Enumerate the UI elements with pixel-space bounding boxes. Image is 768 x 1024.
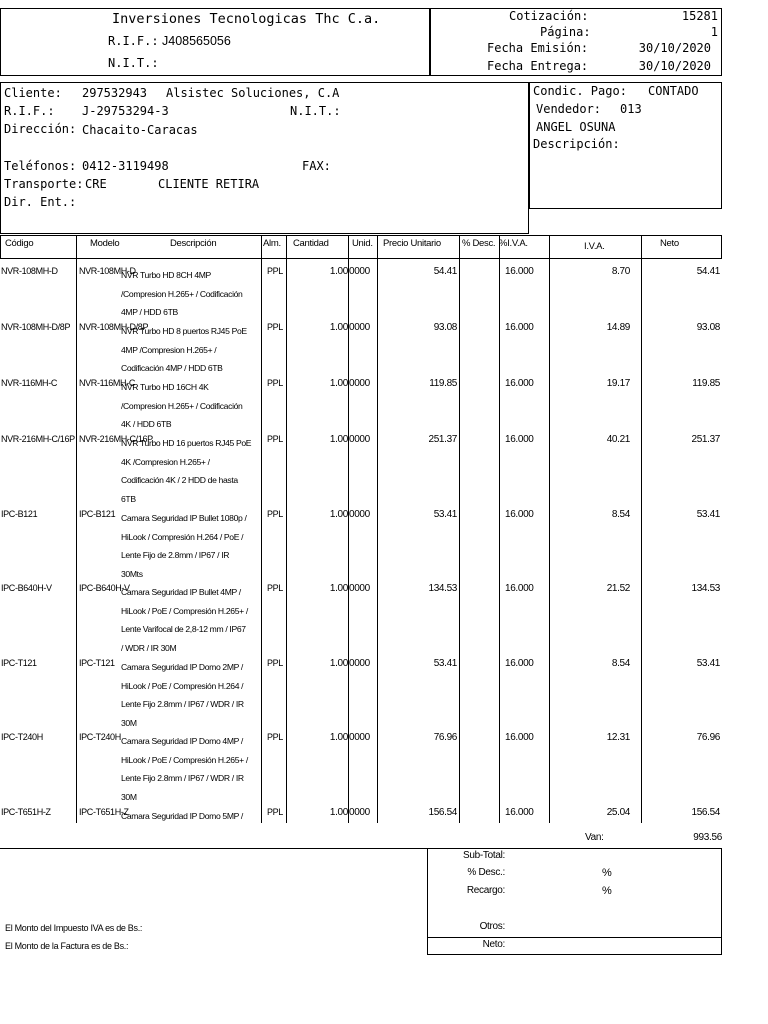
table-row: [0, 655, 722, 728]
vendedor-code: 013: [620, 102, 642, 116]
cell-codigo: NVR-216MH-C/16P: [1, 434, 75, 444]
cell-cantidad: 1.00: [329, 658, 348, 669]
cliente-label: Cliente:: [4, 86, 62, 100]
table-row: [0, 729, 722, 802]
cell-neto: 156.54: [691, 807, 720, 818]
cell-descripcion: [81, 658, 261, 732]
cotizacion-number: 15281: [681, 9, 718, 23]
pagina-number: 1: [710, 25, 718, 39]
cell-alm: PPL: [267, 509, 283, 519]
cell-modelo: NVR-116MH-C: [79, 378, 135, 388]
descripcion-line: Camara Seguridad IP Bullet 1080p /: [121, 513, 247, 523]
cell-unid: 0000: [349, 266, 370, 277]
cell-iva: 8.54: [611, 658, 630, 669]
telefonos: 0412-3119498: [82, 159, 169, 173]
cell-descripcion: [81, 807, 261, 826]
cell-neto: 53.41: [696, 509, 720, 520]
cell-cantidad: 1.00: [329, 732, 348, 743]
cell-unid: 0000: [349, 378, 370, 389]
recargo-pct: %: [602, 885, 612, 897]
transporte: CRE: [85, 177, 107, 191]
condic-pago: CONTADO: [648, 84, 699, 98]
descripcion-line: Codificación 4MP / HDD 6TB: [121, 363, 223, 373]
cell-iva: 25.04: [606, 807, 630, 818]
cell-piva: 16.000: [505, 658, 534, 669]
cell-codigo: NVR-108MH-D: [1, 266, 58, 276]
descripcion-line: HiLook / Compresión H.264 / PoE /: [121, 531, 244, 542]
descripcion-line: Camara Seguridad IP Domo 2MP /: [121, 662, 243, 672]
company-nit-label: N.I.T.:: [108, 56, 159, 70]
fecha-emision-label: Fecha Emisión:: [487, 41, 589, 55]
header-unid: Unid.: [352, 238, 373, 249]
descripcion-line: Camara Seguridad IP Bullet 4MP /: [121, 587, 241, 597]
cell-cantidad: 1.00: [329, 322, 348, 333]
cell-iva: 14.89: [606, 322, 630, 333]
descripcion-line: HiLook / PoE / Compresión H.265+ /: [121, 754, 248, 765]
descripcion-line: 4K / HDD 6TB: [121, 419, 172, 429]
cell-iva: 8.70: [611, 266, 630, 277]
cell-piva: 16.000: [505, 266, 534, 277]
cliente-code: 297532943: [82, 86, 148, 100]
cell-modelo: IPC-T651H-Z: [79, 807, 129, 817]
cell-descripcion: [81, 583, 261, 657]
cell-unid: 0000: [349, 658, 370, 669]
cell-alm: PPL: [267, 658, 283, 668]
van-value: 993.56: [693, 832, 722, 843]
cell-cantidad: 1.00: [329, 583, 348, 594]
cell-modelo: IPC-B640H-V: [79, 583, 130, 593]
cell-modelo: NVR-108MH-D/8P: [79, 322, 149, 332]
descripcion-line: NVR Turbo HD 16 puertos RJ45 PoE: [121, 438, 252, 448]
cell-descripcion: [81, 378, 261, 434]
cell-neto: 93.08: [696, 322, 720, 333]
cell-cantidad: 1.00: [329, 266, 348, 277]
direccion-label: Dirección:: [4, 122, 77, 136]
descripcion-line: Lente Fijo de 2.8mm / IP67 / IR: [121, 550, 230, 560]
dir-ent-label: Dir. Ent.:: [4, 195, 77, 209]
table-row: [0, 506, 722, 579]
cell-piva: 16.000: [505, 583, 534, 594]
cell-alm: PPL: [267, 322, 283, 332]
cell-piva: 16.000: [505, 732, 534, 743]
cell-precio: 53.41: [433, 509, 457, 520]
descripcion-line: 30Mts: [121, 568, 143, 579]
header-codigo: Código: [5, 238, 34, 249]
descripcion-line: 30M: [121, 717, 137, 728]
cell-alm: PPL: [267, 266, 283, 276]
totals-box: [427, 848, 722, 955]
table-row: [0, 431, 722, 504]
neto-label: Neto:: [482, 939, 505, 950]
cell-unid: 0000: [349, 434, 370, 445]
company-rif-label: R.I.F.:: [108, 34, 159, 48]
cell-cantidad: 1.00: [329, 378, 348, 389]
neto-separator: [427, 937, 722, 938]
cell-precio: 76.96: [433, 732, 457, 743]
vendedor-label: Vendedor:: [536, 102, 602, 116]
header-alm: Alm.: [263, 238, 281, 249]
cell-neto: 53.41: [696, 658, 720, 669]
cell-codigo: IPC-T121: [1, 658, 37, 668]
table-row: [0, 580, 722, 653]
cell-iva: 21.52: [606, 583, 630, 594]
cell-cantidad: 1.00: [329, 509, 348, 520]
cell-modelo: IPC-T240H: [79, 732, 121, 742]
cell-alm: PPL: [267, 434, 283, 444]
transporte-note: CLIENTE RETIRA: [158, 177, 260, 191]
cell-modelo: IPC-B121: [79, 509, 116, 519]
descripcion-line: 30M: [121, 791, 137, 802]
descripcion-line: /Compresion H.265+ / Codificación: [121, 400, 243, 411]
desc-label: % Desc.:: [467, 867, 505, 878]
cell-codigo: IPC-B640H-V: [1, 583, 52, 593]
company-rif: J408565056: [162, 34, 231, 48]
direccion: Chacaito-Caracas: [82, 123, 198, 137]
cell-modelo: IPC-T121: [79, 658, 115, 668]
descripcion-line: / WDR / IR 30M: [121, 642, 177, 653]
cell-codigo: NVR-108MH-D/8P: [1, 322, 71, 332]
cell-unid: 0000: [349, 509, 370, 520]
iva-note: El Monto del Impuesto IVA es de Bs.:: [5, 923, 143, 933]
cell-piva: 16.000: [505, 322, 534, 333]
cell-precio: 53.41: [433, 658, 457, 669]
cell-precio: 54.41: [433, 266, 457, 277]
cell-iva: 8.54: [611, 509, 630, 520]
descripcion-line: NVR Turbo HD 8CH 4MP: [121, 270, 211, 280]
condic-pago-label: Condic. Pago:: [533, 84, 627, 98]
descripcion-line: 4MP /Compresion H.265+ /: [121, 344, 217, 355]
cell-precio: 119.85: [429, 378, 457, 389]
cell-neto: 54.41: [696, 266, 720, 277]
cell-alm: PPL: [267, 807, 283, 817]
factura-note: El Monto de la Factura es de Bs.:: [5, 941, 129, 951]
cell-unid: 0000: [349, 322, 370, 333]
descripcion-line: Lente Fijo 2.8mm / IP67 / WDR / IR: [121, 773, 244, 783]
header-desc: % Desc.: [462, 238, 496, 249]
recargo-label: Recargo:: [466, 885, 505, 896]
descripcion-line: 4K /Compresion H.265+ /: [121, 456, 210, 467]
client-rif-label: R.I.F.:: [4, 104, 55, 118]
cell-iva: 19.17: [606, 378, 630, 389]
header-descripcion: Descripción: [170, 238, 217, 249]
descripcion-line: Codificación 4K / 2 HDD de hasta: [121, 475, 238, 485]
cell-neto: 76.96: [696, 732, 720, 743]
van-label: Van:: [585, 832, 604, 843]
vendedor-name: ANGEL OSUNA: [536, 120, 616, 134]
cell-descripcion: [81, 434, 261, 508]
client-rif: J-29753294-3: [82, 104, 169, 118]
cell-codigo: IPC-T240H: [1, 732, 43, 742]
header-piva: %I.V.A.: [499, 238, 528, 249]
pagina-label: Página:: [540, 25, 591, 39]
descripcion-line: HiLook / PoE / Compresión H.264 /: [121, 680, 244, 691]
descripcion-line: Lente Varifocal de 2,8-12 mm / IP67: [121, 624, 246, 634]
cell-alm: PPL: [267, 583, 283, 593]
cell-codigo: IPC-B121: [1, 509, 38, 519]
header-neto: Neto: [660, 238, 679, 249]
descripcion-label: Descripción:: [533, 137, 620, 151]
descripcion-line: Camara Seguridad IP Domo 4MP /: [121, 736, 243, 746]
cell-alm: PPL: [267, 732, 283, 742]
cell-precio: 156.54: [428, 807, 457, 818]
cell-cantidad: 1.00: [329, 807, 348, 818]
cell-modelo: NVR-216MH-C/16P: [79, 434, 153, 444]
telefonos-label: Teléfonos:: [4, 159, 77, 173]
cell-unid: 0000: [349, 732, 370, 743]
cell-neto: 251.37: [691, 434, 720, 445]
subtotal-label: Sub-Total:: [462, 850, 505, 861]
cell-precio: 251.37: [428, 434, 457, 445]
fecha-emision: 30/10/2020: [638, 41, 711, 55]
cell-alm: PPL: [267, 378, 283, 388]
header-modelo: Modelo: [90, 238, 120, 249]
cell-modelo: NVR-108MH-D: [79, 266, 136, 276]
descripcion-line: NVR Turbo HD 16CH 4K: [121, 382, 209, 392]
company-name: Inversiones Tecnologicas Thc C.a.: [112, 11, 381, 27]
transporte-label: Transporte:: [4, 177, 84, 191]
cell-unid: 0000: [349, 807, 370, 818]
descripcion-line: 6TB: [121, 493, 136, 504]
cell-piva: 16.000: [505, 509, 534, 520]
desc-pct: %: [602, 867, 612, 879]
cell-codigo: NVR-116MH-C: [1, 378, 57, 388]
cell-piva: 16.000: [505, 807, 534, 818]
fecha-entrega: 30/10/2020: [638, 59, 711, 73]
cell-iva: 40.21: [606, 434, 630, 445]
descripcion-line: 4MP / HDD 6TB: [121, 307, 178, 317]
fax-label: FAX:: [302, 159, 331, 173]
cell-descripcion: [81, 509, 261, 583]
cliente-name: Alsistec Soluciones, C.A: [166, 86, 340, 100]
client-info-box: [0, 82, 529, 234]
descripcion-line: Lente Fijo 2.8mm / IP67 / WDR / IR: [121, 699, 244, 709]
cell-precio: 134.53: [428, 583, 457, 594]
cell-precio: 93.08: [433, 322, 457, 333]
header-precio: Precio Unitario: [383, 238, 441, 249]
header-iva: I.V.A.: [584, 241, 605, 252]
cell-unid: 0000: [349, 583, 370, 594]
cell-neto: 119.85: [692, 378, 720, 389]
cell-piva: 16.000: [505, 378, 534, 389]
cell-descripcion: [81, 266, 261, 322]
cell-cantidad: 1.00: [329, 434, 348, 445]
descripcion-line: NVR Turbo HD 8 puertos RJ45 PoE: [121, 326, 247, 336]
descripcion-line: /Compresion H.265+ / Codificación: [121, 288, 243, 299]
cell-codigo: IPC-T651H-Z: [1, 807, 51, 817]
otros-label: Otros:: [479, 921, 505, 932]
cotizacion-label: Cotización:: [509, 9, 589, 23]
cell-descripcion: [81, 322, 261, 378]
client-nit-label: N.I.T.:: [290, 104, 341, 118]
cell-iva: 12.31: [606, 732, 630, 743]
cell-neto: 134.53: [691, 583, 720, 594]
descripcion-line: Camara Seguridad IP Domo 5MP /: [121, 811, 243, 821]
descripcion-line: HiLook / PoE / Compresión H.265+ /: [121, 605, 248, 616]
fecha-entrega-label: Fecha Entrega:: [487, 59, 589, 73]
cell-descripcion: [81, 732, 261, 806]
cell-piva: 16.000: [505, 434, 534, 445]
header-cantidad: Cantidad: [293, 238, 329, 249]
